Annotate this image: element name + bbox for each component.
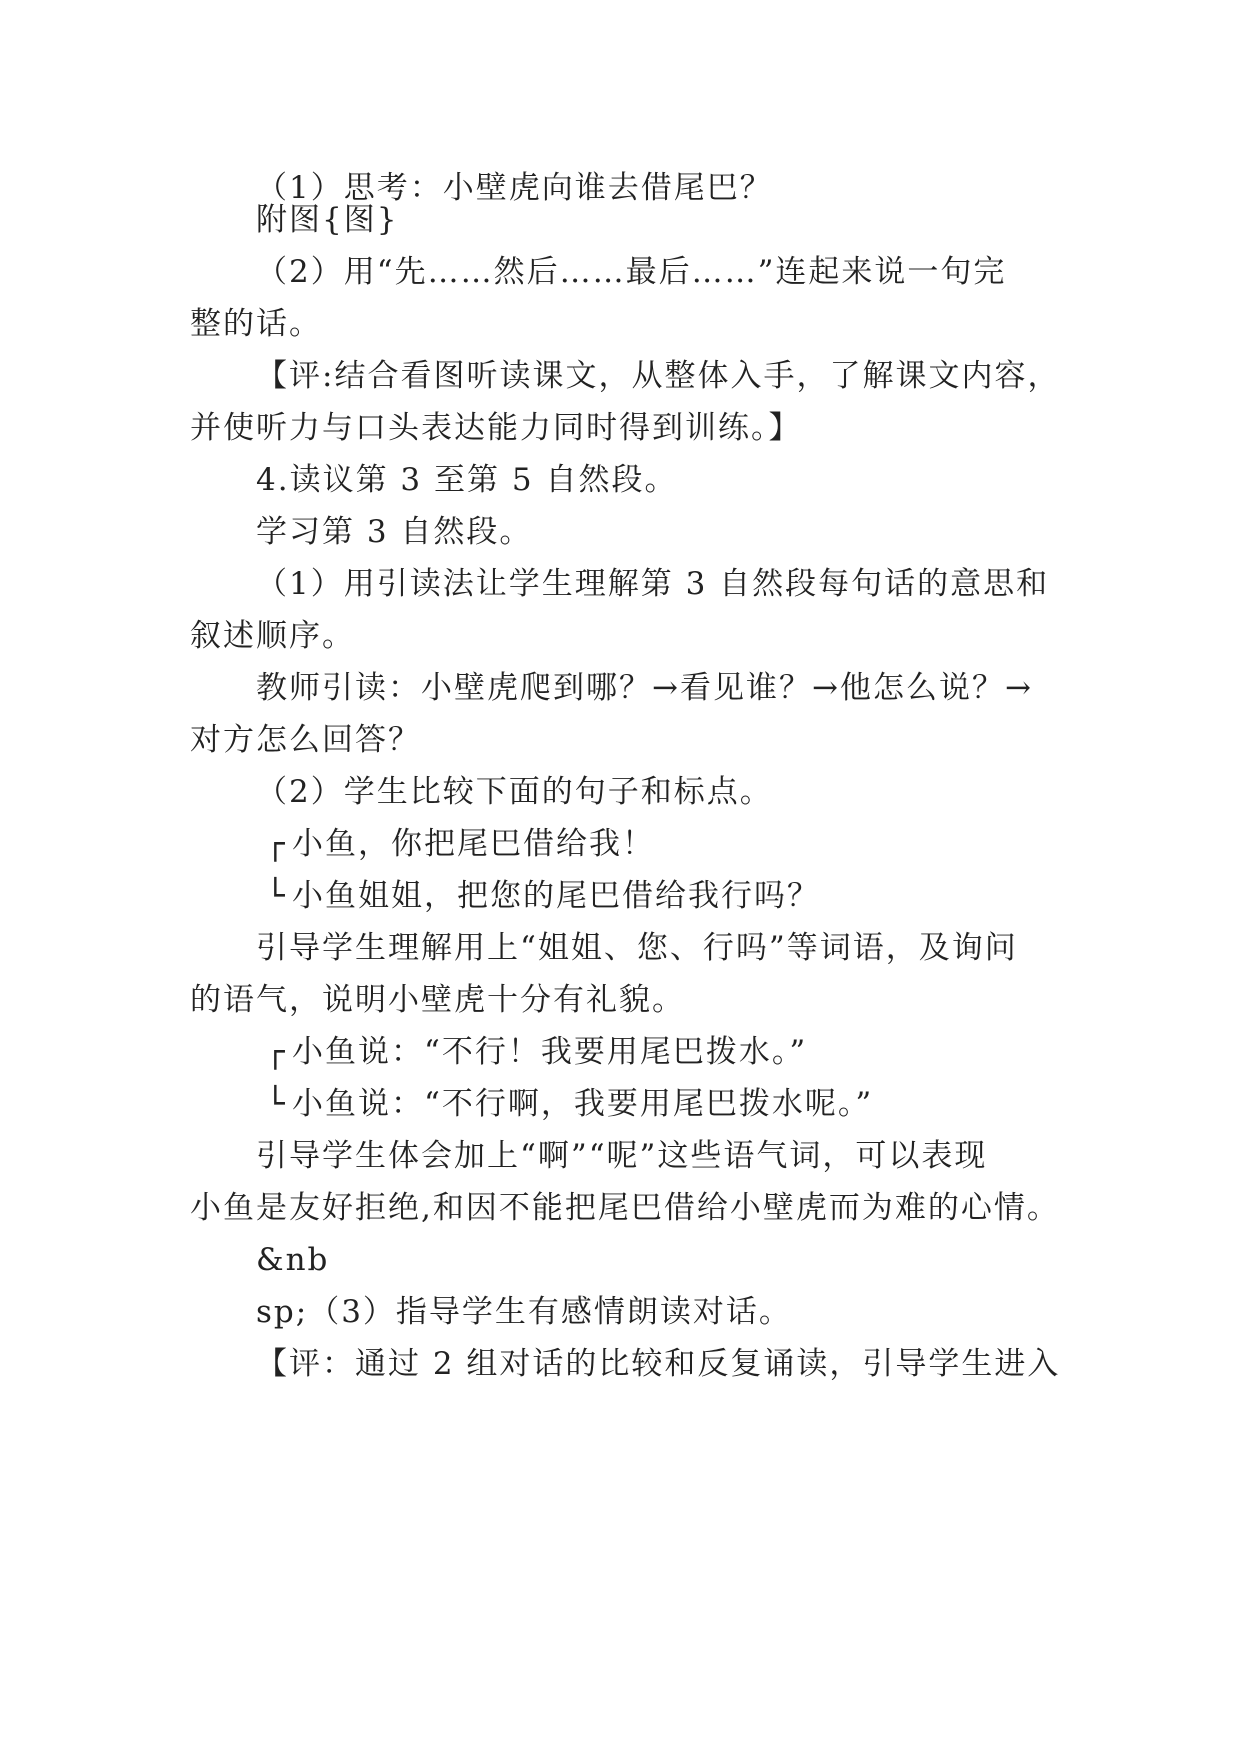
- bracket-top-icon: ┌: [266, 1034, 287, 1070]
- text-line-12: 对方怎么回答？: [190, 722, 421, 758]
- comparison-line-2: [266, 876, 820, 916]
- text-line-3: （2）用“先……然后……最后……”连起来说一句完: [256, 254, 1007, 290]
- bracket-top-icon: ┌: [266, 826, 287, 862]
- comment-line-2: 并使听力与口头表达能力同时得到训练。】: [190, 410, 802, 446]
- bracket-bottom-icon: └: [266, 1086, 287, 1122]
- comparison-text-1: 小鱼，你把尾巴借给我！: [292, 826, 655, 862]
- comparison-text-4: 小鱼说：“不行啊，我要用尾巴拨水呢。”: [292, 1086, 874, 1122]
- text-line-2: 附图{图}: [256, 202, 399, 238]
- bracket-bottom-icon: └: [266, 878, 287, 914]
- subsection-heading: 学习第 3 自然段。: [256, 514, 533, 550]
- text-line-23: sp;（3）指导学生有感情朗读对话。: [256, 1294, 792, 1330]
- text-line-13: （2）学生比较下面的句子和标点。: [256, 774, 773, 810]
- comparison-line-1: [266, 824, 655, 864]
- comparison-line-3: [266, 1032, 807, 1072]
- text-line-22: &nb: [256, 1242, 330, 1278]
- text-line-9: （1）用引读法让学生理解第 3 自然段每句话的意思和: [256, 566, 1050, 602]
- comparison-text-3: 小鱼说：“不行！我要用尾巴拨水。”: [292, 1034, 808, 1070]
- text-line-1: （1）思考：小壁虎向谁去借尾巴？: [256, 170, 773, 206]
- text-line-10: 叙述顺序。: [190, 618, 355, 654]
- comparison-line-4: [266, 1084, 873, 1124]
- comment-line-3: 【评：通过 2 组对话的比较和反复诵读，引导学生进入: [256, 1346, 1061, 1382]
- text-line-20: 引导学生体会加上“啊”“呢”这些语气词，可以表现: [256, 1138, 988, 1174]
- comment-line-1: 【评:结合看图听读课文，从整体入手，了解课文内容，: [256, 358, 1061, 394]
- text-line-11: 教师引读：小壁虎爬到哪？→看见谁？→他怎么说？→: [256, 670, 1033, 706]
- text-line-16: 引导学生理解用上“姐姐、您、行吗”等词语，及询问: [256, 930, 1018, 966]
- text-line-4: 整的话。: [190, 306, 322, 342]
- text-line-17: 的语气，说明小壁虎十分有礼貌。: [190, 982, 685, 1018]
- section-heading: 4.读议第 3 至第 5 自然段。: [256, 462, 678, 498]
- text-line-21: 小鱼是友好拒绝,和因不能把尾巴借给小壁虎而为难的心情。: [190, 1190, 1060, 1226]
- comparison-text-2: 小鱼姐姐，把您的尾巴借给我行吗？: [292, 878, 820, 914]
